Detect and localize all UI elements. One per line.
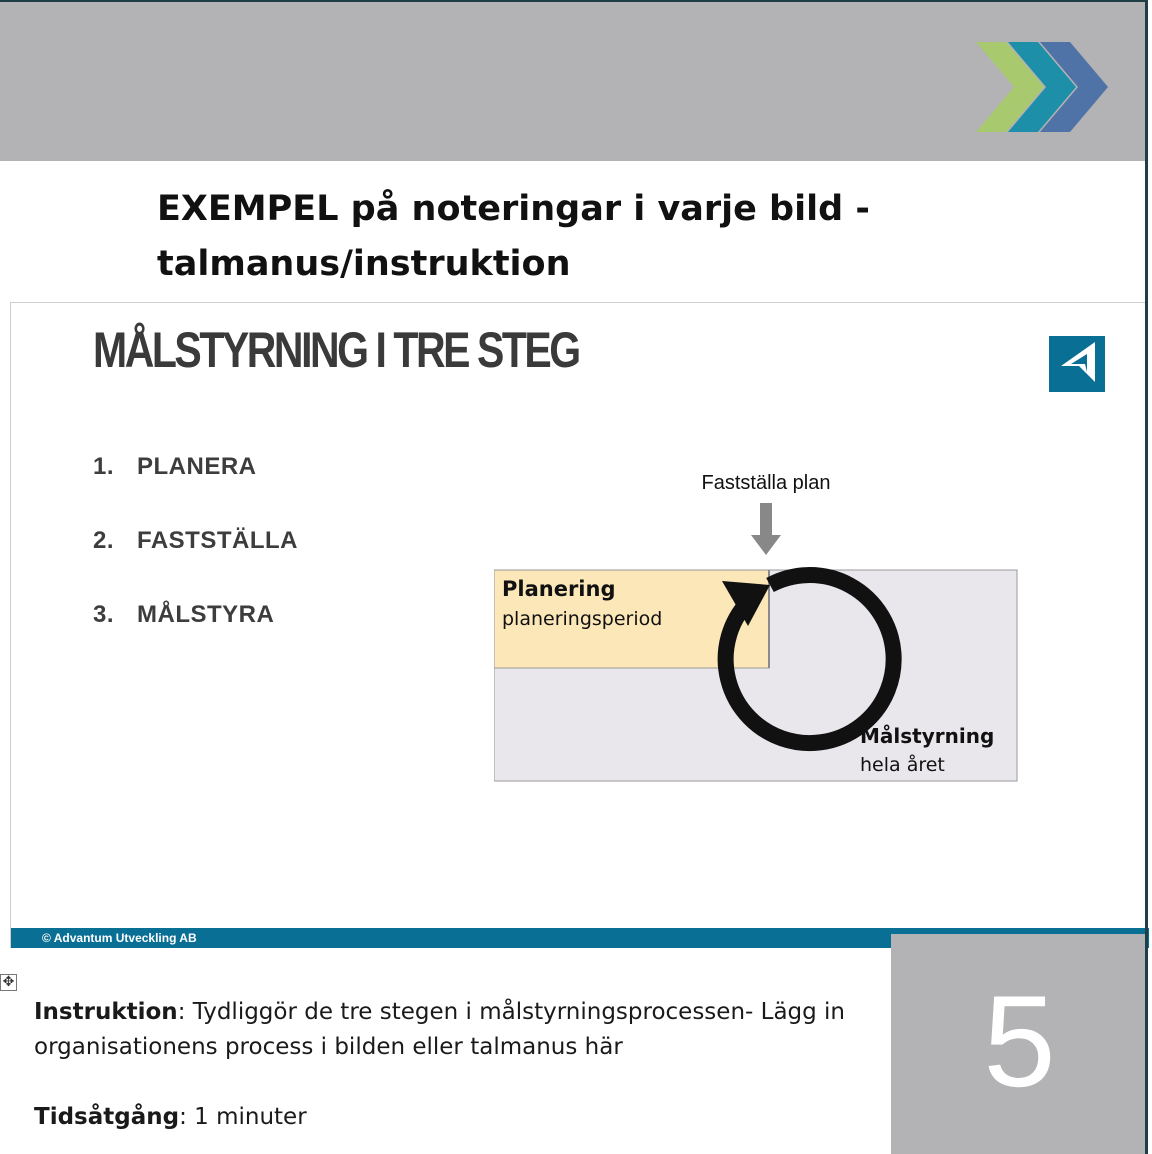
step-number: 3. bbox=[93, 601, 115, 628]
chevrons-logo-icon bbox=[968, 36, 1113, 136]
slide-title: MÅLSTYRNING I TRE STEG bbox=[93, 322, 579, 378]
page-heading bbox=[157, 182, 877, 292]
steps-list bbox=[93, 453, 298, 675]
control-title: Målstyrning bbox=[860, 724, 995, 748]
heading-line-1: EXEMPEL på noteringar i varje bild - bbox=[157, 189, 870, 229]
instruction-text-1: : Tydliggör de tre stegen i målstyrningsprocessen- Lägg in bbox=[177, 999, 846, 1025]
heading-line-2: talmanus/instruktion bbox=[157, 244, 571, 284]
step-number: 1. bbox=[93, 453, 115, 480]
instruction-label: Instruktion bbox=[34, 999, 178, 1025]
step-label: FASTSTÄLLA bbox=[137, 527, 298, 554]
process-diagram bbox=[494, 463, 1024, 793]
page-number-box bbox=[891, 934, 1148, 1154]
speaker-notes[interactable] bbox=[34, 995, 894, 1135]
advantum-logo-icon bbox=[1049, 336, 1105, 392]
move-handle-icon[interactable]: ✥ bbox=[0, 974, 17, 991]
instruction-line bbox=[34, 995, 894, 1030]
slide-thumbnail[interactable] bbox=[10, 302, 1148, 948]
down-arrow-icon bbox=[751, 503, 781, 555]
step-item bbox=[93, 601, 298, 675]
planning-subtitle: planeringsperiod bbox=[502, 608, 663, 630]
step-item bbox=[93, 527, 298, 601]
planning-title: Planering bbox=[502, 577, 616, 601]
slide-footer: © Advantum Utveckling AB bbox=[11, 928, 1149, 948]
step-number: 2. bbox=[93, 527, 115, 554]
step-item bbox=[93, 453, 298, 527]
control-subtitle: hela året bbox=[860, 754, 945, 776]
step-label: PLANERA bbox=[137, 453, 257, 480]
time-text: : 1 minuter bbox=[179, 1104, 307, 1130]
step-label: MÅLSTYRA bbox=[137, 601, 275, 628]
page-number: 5 bbox=[983, 968, 1056, 1114]
diagram-top-label: Fastställa plan bbox=[701, 472, 831, 494]
header-band bbox=[0, 0, 1148, 161]
time-line bbox=[34, 1100, 894, 1135]
instruction-line-2: organisationens process i bilden eller talmanus här bbox=[34, 1034, 623, 1060]
time-label: Tidsåtgång bbox=[34, 1104, 180, 1130]
